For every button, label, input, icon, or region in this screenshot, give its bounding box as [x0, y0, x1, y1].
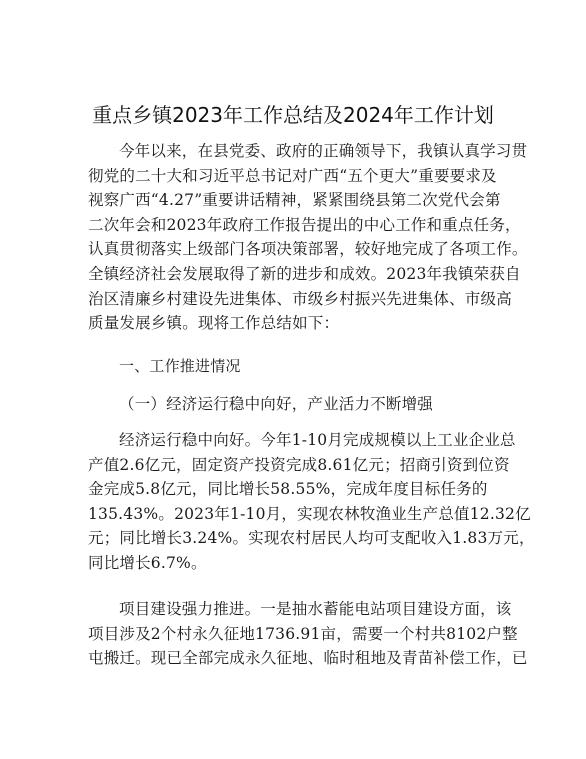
paragraph-line: 认真贯彻落实上级部门各项决策部署，较好地完成了各项工作。	[88, 240, 528, 259]
paragraph-line: 质量发展乡镇。现将工作总结如下：	[88, 314, 340, 333]
paragraph-line: 今年以来，在县党委、政府的正确领导下，我镇认真学习贯	[119, 142, 528, 160]
paragraph-line: 项目涉及2个村永久征地1736.91亩，需要一个村共8102户整	[88, 624, 518, 643]
paragraph-line: 产值2.6亿元，固定资产投资完成8.61亿元；招商引资到位资	[88, 455, 510, 474]
paragraph-line: 同比增长6.7%。	[88, 553, 207, 572]
paragraph-line: 视察广西“4.27”重要讲话精神，紧紧围绕县第二次党代会第	[88, 191, 501, 210]
economy-paragraph	[88, 428, 535, 576]
paragraph-line: 全镇经济社会发展取得了新的进步和成效。2023年我镇荣获自	[88, 264, 521, 283]
paragraph-line: 经济运行稳中向好。今年1-10月完成规模以上工业企业总	[119, 431, 516, 449]
section-heading	[88, 354, 508, 379]
paragraph-line: 屯搬迁。现已全部完成永久征地、临时租地及青苗补偿工作，已	[88, 649, 528, 668]
paragraph-line: 金完成5.8亿元，同比增长58.55%，完成年度目标任务的	[88, 480, 488, 499]
subsection-heading	[88, 392, 508, 417]
paragraph-line: 治区清廉乡村建设先进集体、市级乡村振兴先进集体、市级高	[88, 289, 512, 308]
intro-paragraph	[88, 139, 528, 336]
paragraph-line: 项目建设强力推进。一是抽水蓄能电站项目建设方面，该	[119, 600, 512, 618]
subsection-heading-text: （一）经济运行稳中向好，产业活力不断增强	[119, 395, 434, 413]
section-heading-text: 一、工作推进情况	[119, 357, 241, 375]
project-paragraph	[88, 597, 528, 671]
document-title: 重点乡镇2023年工作总结及2024年工作计划	[92, 103, 494, 127]
paragraph-line: 元；同比增长3.24%。实现农村居民人均可支配收入1.83万元，	[88, 529, 535, 548]
paragraph-line: 二次年会和2023年政府工作报告提出的中心工作和重点任务，	[88, 215, 521, 234]
paragraph-line: 彻党的二十大和习近平总书记对广西“五个更大”重要要求及	[88, 166, 497, 185]
paragraph-line: 135.43%。2023年1-10月，实现农林牧渔业生产总值12.32亿	[88, 504, 531, 523]
